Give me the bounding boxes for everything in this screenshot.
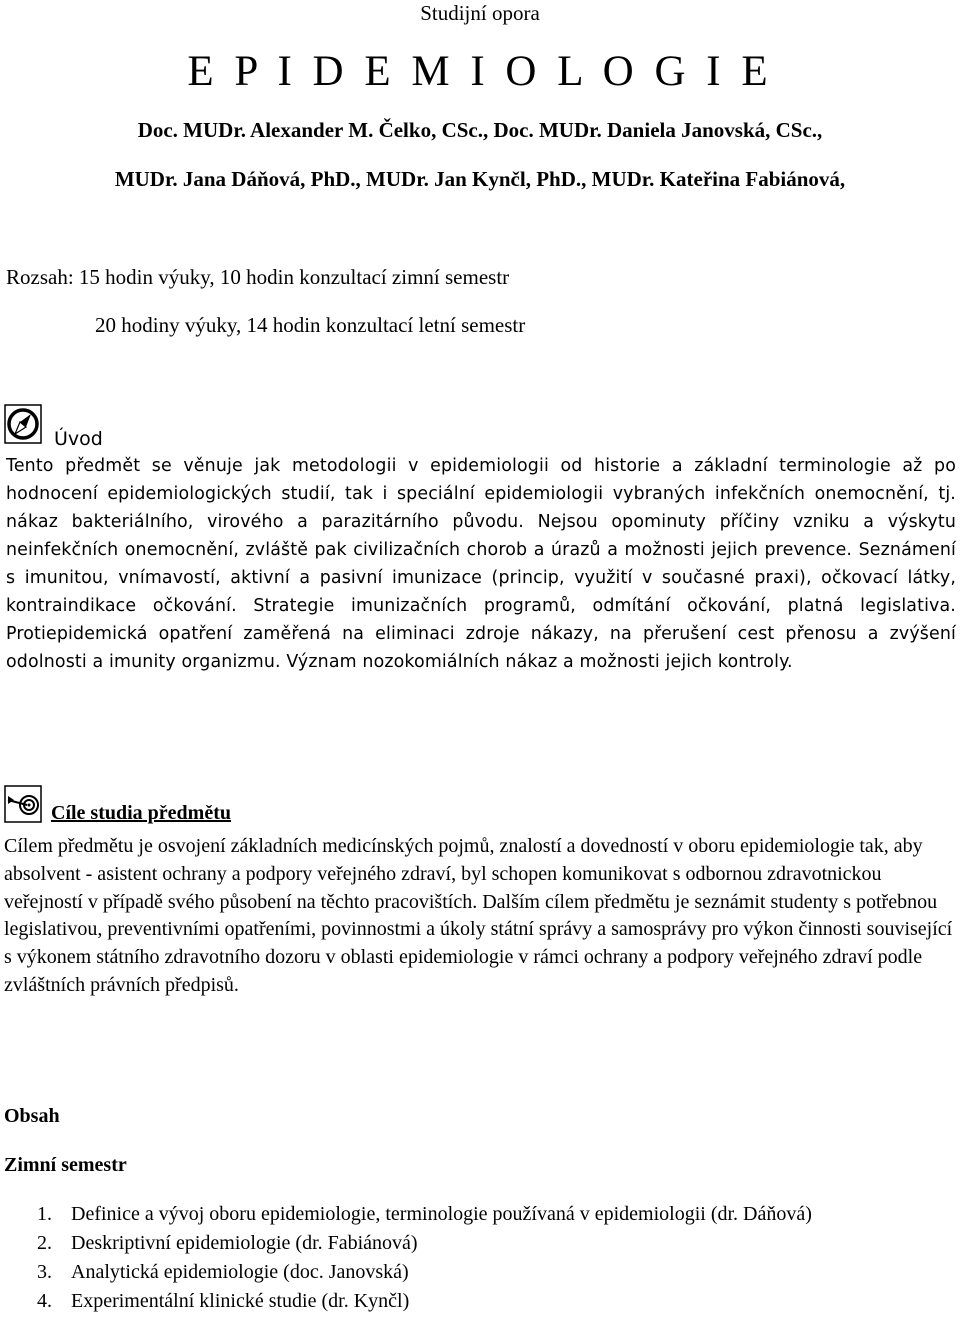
list-item [0,1229,900,1258]
list-item [0,1258,900,1287]
semester-heading: Zimní semestr [4,1154,127,1176]
list-item-number: 3. [37,1261,52,1283]
goals-heading: Cíle studia předmětu [51,802,231,824]
list-item-text: Analytická epidemiologie (doc. Janovská) [71,1261,409,1283]
goals-paragraph: Cílem předmětu je osvojení základních medicínských pojmů, znalostí a dovedností v oboru epidemiologie tak, aby absolvent - asistent ochrany a podpory veřejného zdraví, byl schopen komunikovat s odbornou zdravotnickou veřejností v případě svého působení na těchto pracovištích. Dalším cílem předmětu je seznámit studenty s potřebnou legislativou, preventivními opatřeními, povinnostmi a úkoly státní správy a samosprávy pro výkon činnosti související s výkonem státního zdravotního dozoru v oblasti epidemiologie v rámci ochrany a podpory veřejného zdraví podle zvláštních právních předpisů. [4,835,953,996]
list-item [0,1287,900,1316]
list-item-text: Definice a vývoj oboru epidemiologie, terminologie používaná v epidemiologii (dr. Dáňová) [71,1203,812,1225]
list-item [0,1200,900,1229]
list-item-number: 1. [37,1203,52,1225]
document-title: E P I D E M I O L O G I E [187,48,773,95]
list-item-text: Experimentální klinické studie (dr. Kynčl) [71,1290,410,1312]
contents-list [0,1200,900,1316]
authors-line-2: MUDr. Jana Dáňová, PhD., MUDr. Jan Kynčl, PhD., MUDr. Kateřina Fabiánová, [114,167,846,191]
list-item-text: Deskriptivní epidemiologie (dr. Fabiánová) [71,1232,418,1254]
scope-line-1: Rozsah: 15 hodin výuky, 10 hodin konzultací zimní semestr [6,265,510,289]
compass-icon [4,404,40,440]
authors-line-1: Doc. MUDr. Alexander M. Čelko, CSc., Doc. MUDr. Daniela Janovská, CSc., [137,118,823,142]
intro-paragraph: Tento předmět se věnuje jak metodologii v epidemiologii od historie a základní terminologie až po hodnocení epidemiologických studií, tak i speciální epidemiologii vybraných infekčních onemocnění, tj. nákaz bakteriálního, virového a parazitárního původu. Nejsou opominuty příčiny vzniku a výskytu neinfekčních onemocnění, zvláště pak civilizačních chorob a úrazů a možnosti jejich prevence. Seznámení s imunitou, vnímavostí, aktivní a pasivní imunizace (princip, využití v současné praxi), očkovací látky, kontraindikace očkování. Strategie imunizačních programů, odmítání očkování, platná legislativa. Protiepidemická opatření zaměřená na eliminaci zdroje nákazy, na přerušení cest přenosu a zvýšení odolnosti a imunity organizmu. Význam nozokomiálních nákaz a možnosti jejich kontroly. [6,456,956,672]
target-icon [4,785,40,821]
document-subtitle: Studijní opora [420,1,540,25]
intro-heading: Úvod [54,428,103,450]
list-item-number: 2. [37,1232,52,1254]
scope-line-2: 20 hodiny výuky, 14 hodin konzultací letní semestr [95,313,526,337]
contents-heading: Obsah [4,1105,60,1127]
list-item-number: 4. [37,1290,52,1312]
